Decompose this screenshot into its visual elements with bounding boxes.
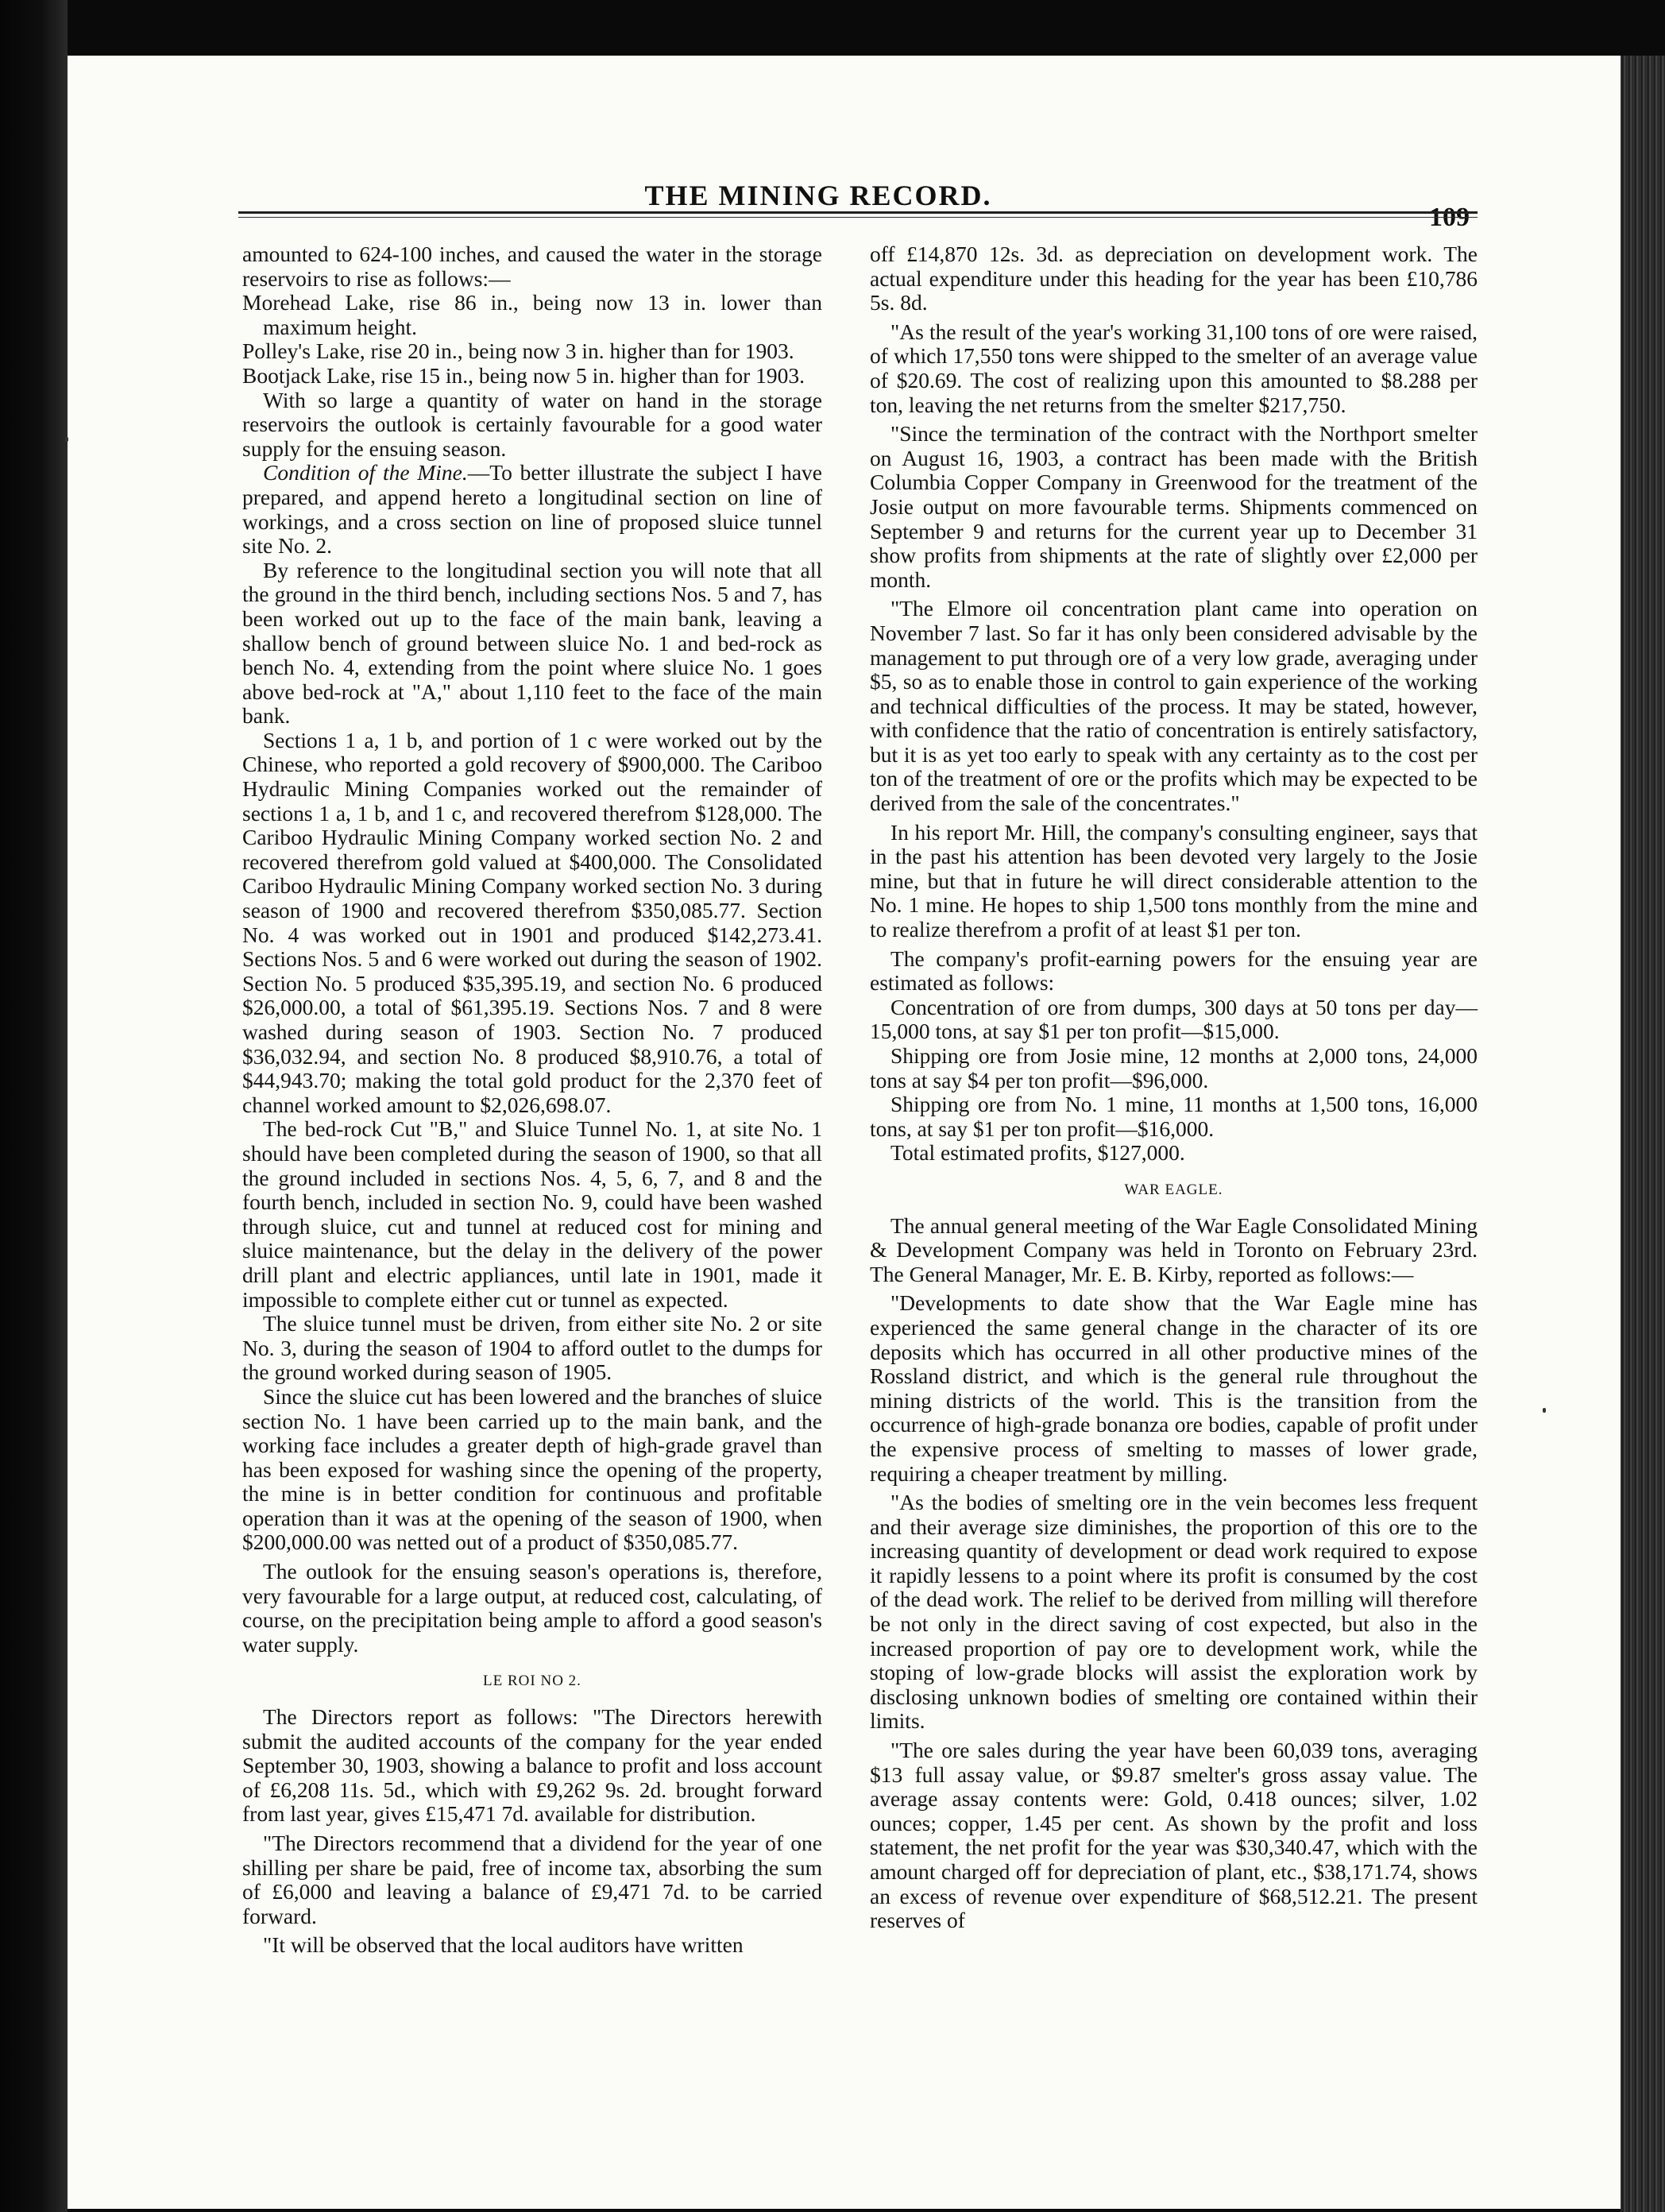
paragraph: In his report Mr. Hill, the company's consulting engineer, says that in the past his attention has been devoted very largely to the Josie mine, but that in future he will direct considerable attention to the No. 1 mine. He hopes to ship 1,500 tons monthly from the mine and to realize therefrom a profit of at least $1 per ton. [870, 819, 1478, 942]
lake-entry-morehead: Morehead Lake, rise 86 in., being now 13 in. lower than maximum height. [242, 290, 822, 339]
paragraph: Sections 1 a, 1 b, and portion of 1 c were worked out by the Chinese, who reported a gold recovery of $900,000. The Cariboo Hydraulic Mining Companies worked out the remainder of sections 1 a, 1 b, and 1 c, and recovered therefrom $128,000. The Cariboo Hydraulic Mining Company worked section No. 2 and recovered therefrom gold valued at $400,000. The Consolidated Cariboo Hydraulic Mining Company worked section No. 3 during season of 1900 and recovered therefrom $350,085.77. Section No. 4 was worked out in 1901 and produced $142,273.41. Sections Nos. 5 and 6 were worked out during the season of 1902. Section No. 5 produced $35,395.19, and section No. 6 produced $26,000.00, a total of $61,395.19. Sections Nos. 7 and 8 were washed during season of 1903. Section No. 7 produced $36,032.94, and section No. 8 produced $8,910.76, a total of $44,943.70; making the total gold product for the 2,370 feet of channel worked amount to $2,026,698.07. [242, 727, 822, 1117]
paragraph: Since the sluice cut has been lowered and the branches of sluice section No. 1 have been carried up to the main bank, and the working face includes a greater depth of high-grade gravel than has been exposed for washing since the opening of the property, the mine is in better condition for continuous and profitable operation than it was at the opening of the season of 1900, when $200,000.00 was netted out of a product of $350,085.77. [242, 1383, 822, 1555]
paragraph: With so large a quantity of water on hand in the storage reservoirs the outlook is certainly favourable for a good water supply for the ensuing season. [242, 387, 822, 461]
right-column [870, 242, 1478, 1933]
paragraph: The bed-rock Cut "B," and Sluice Tunnel No. 1, at site No. 1 should have been completed during the season of 1900, so that all the ground included in sections Nos. 4, 5, 6, 7, and 8 and the fourth bench, included in section No. 9, could have been washed through sluice, cut and tunnel at reduced cost for mining and sluice maintenance, but the delay in the delivery of the power drill plant and electric appliances, until late in 1901, made it impossible to complete either cut or tunnel as expected. [242, 1116, 822, 1312]
paragraph: The sluice tunnel must be driven, from either site No. 2 or site No. 3, during the season of 1904 to afford outlet to the dumps for the ground worked during season of 1905. [242, 1311, 822, 1385]
paragraph: By reference to the longitudinal section you will note that all the ground in the third bench, including sections Nos. 5 and 7, has been worked out up to the face of the main bank, leaving a shallow bench of ground between sluice No. 1 and bed-rock as bench No. 4, extending from the point where sluice No. 1 goes above bed-rock at "A," about 1,110 feet to the face of the main bank. [242, 557, 822, 729]
book-spine-edge [1621, 56, 1665, 2212]
section-heading-war-eagle: WAR EAGLE. [1124, 1181, 1223, 1198]
page-number: 109 [1429, 203, 1470, 232]
paragraph: off £14,870 12s. 3d. as depreciation on development work. The actual expenditure under this heading for the year has been £10,786 5s. 8d. [870, 242, 1478, 315]
lake-entry-polleys: Polley's Lake, rise 20 in., being now 3 in. higher than for 1903. [242, 338, 794, 364]
estimate-total: Total estimated profits, $127,000. [890, 1140, 1185, 1166]
paragraph: amounted to 624-100 inches, and caused the water in the storage reservoirs to rise as follows:— [242, 242, 822, 291]
section-title-condition: Condition of the Mine. [263, 460, 468, 485]
page-header [167, 179, 1470, 232]
paragraph: "The Elmore oil concentration plant came into operation on November 7 last. So far it has only been considered advisable by the management to put through ore of a very low grade, averaging under $5, so as to enable those in control to gain experience of the working and technical difficulties of the process. It may be stated, however, with confidence that the ratio of concentration is entirely satisfactory, but it is as yet too early to speak with any certainty as to the cost per ton of the treatment of ore or the profits which may be expected to be derived from the sale of the concentrates." [870, 596, 1478, 816]
section-heading-le-roi: LE ROI NO 2. [483, 1673, 581, 1690]
header-rule [238, 211, 1478, 214]
paragraph-condition [242, 461, 822, 558]
scan-left-edge [0, 0, 68, 2212]
paragraph-text: —To better illustrate the subject I have prepared, and append hereto a longitudinal section on line of workings, and a cross section on line of proposed sluice tunnel site No. 2. [242, 460, 822, 559]
paragraph: "The Directors recommend that a dividend for the year of one shilling per share be paid, free of income tax, absorbing the sum of £6,000 and leaving a balance of £9,471 7d. to be carried forward. [242, 1831, 822, 1928]
paragraph: "As the result of the year's working 31,100 tons of ore were raised, of which 17,550 tons were shipped to the smelter of an average value of $20.69. The cost of realizing upon this amounted to $8.288 per ton, leaving the net returns from the smelter $217,750. [870, 319, 1478, 417]
scan-speck [1543, 1408, 1546, 1413]
paragraph: "It will be observed that the local auditors have written [263, 1932, 744, 1958]
paragraph: "The ore sales during the year have been 60,039 tons, averaging $13 full assay value, or $9.87 smelter's gross assay value. The average assay contents were: Gold, 0.418 ounces; silver, 1.02 ounces; copper, 1.45 per cent. As shown by the profit and loss statement, the net profit for the year was $30,340.47, which with the amount charged off for depreciation of plant, etc., $38,171.74, shows an excess of revenue over expenditure of $68,512.21. The present reserves of [870, 1738, 1478, 1933]
estimate-line: Concentration of ore from dumps, 300 days at 50 tons per day—15,000 tons, at say $1 per ton profit—$15,000. [870, 994, 1478, 1044]
running-title: THE MINING RECORD. [644, 180, 992, 211]
paragraph: The Directors report as follows: "The Directors herewith submit the audited accounts of the company for the year ended September 30, 1903, showing a balance to profit and loss account of £6,208 11s. 5d., which with £9,262 9s. 2d. brought forward from last year, gives £15,471 7d. available for distribution. [242, 1704, 822, 1827]
header-rule-thin [238, 217, 1478, 218]
paragraph: "Developments to date show that the War Eagle mine has experienced the same general change in the character of its ore deposits which has occurred in all other productive mines of the Rossland district, and which is the general rule throughout the mining districts of the world. This is the transition from the occurrence of high-grade bonanza ore bodies, capable of profit under the expensive process of smelting to masses of lower grade, requiring a cheaper treatment by milling. [870, 1290, 1478, 1486]
paragraph: "Since the termination of the contract with the Northport smelter on August 16, 1903, a contract has been made with the British Columbia Copper Company in Greenwood for the treatment of the Josie output on more favourable terms. Shipments commenced on September 9 and returns for the current year up to December 31 show profits from shipments at the rate of slightly over £2,000 per month. [870, 421, 1478, 592]
paragraph: "As the bodies of smelting ore in the vein becomes less frequent and their average size diminishes, the proportion of this ore to the increasing quantity of development or dead work required to expose it rapidly lessens to a point where its profit is consumed by the cost of the dead work. The relief to be derived from milling will therefore be not only in the direct saving of cost expected, but also in the increased proportion of pay ore to development work, while the stoping of low-grade blocks will assist the exploration work by disclosing unknown bodies of smelting ore contained within their limits. [870, 1490, 1478, 1734]
paragraph: The outlook for the ensuing season's operations is, therefore, very favourable for a large output, at reduced cost, calculating, of course, on the precipitation being ample to afford a good season's water supply. [242, 1559, 822, 1657]
estimate-line: Shipping ore from No. 1 mine, 11 months at 1,500 tons, 16,000 tons, at say $1 per ton profit—$16,000. [870, 1092, 1478, 1141]
paragraph: The company's profit-earning powers for the ensuing year are estimated as follows: [870, 946, 1478, 996]
scan-speck [65, 437, 68, 442]
lake-entry-bootjack: Bootjack Lake, rise 15 in., being now 5 in. higher than for 1903. [242, 362, 805, 388]
estimate-line: Shipping ore from Josie mine, 12 months at 2,000 tons, 24,000 tons at say $4 per ton profit—$96,000. [870, 1043, 1478, 1092]
paragraph: The annual general meeting of the War Eagle Consolidated Mining & Development Company was held in Toronto on February 23rd. The General Manager, Mr. E. B. Kirby, reported as follows:— [870, 1212, 1478, 1286]
left-column [242, 242, 822, 1958]
